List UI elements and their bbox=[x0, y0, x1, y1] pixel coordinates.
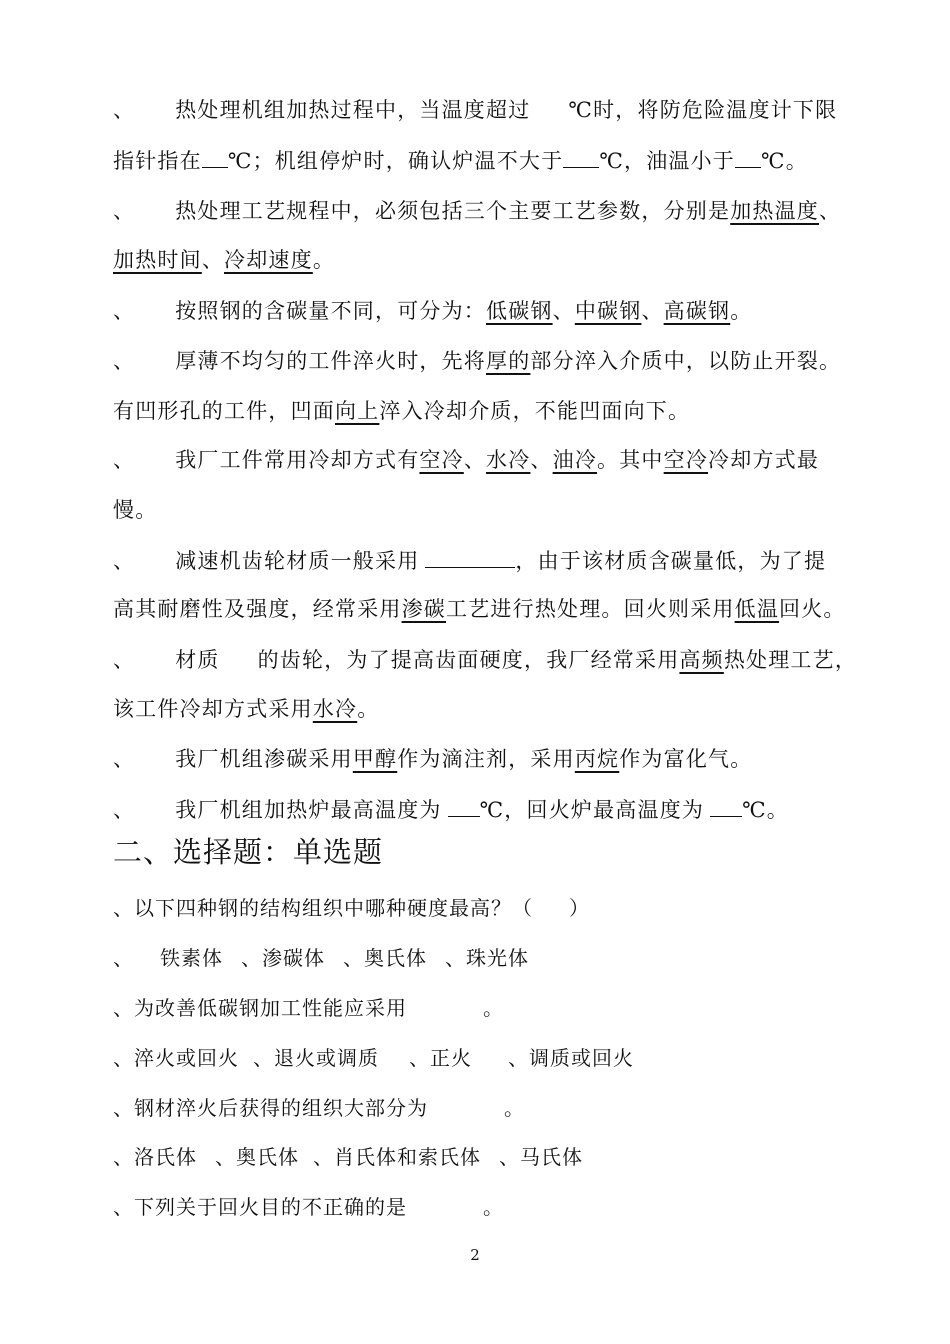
choice-question-4 bbox=[113, 1192, 504, 1222]
item-marker: 、 bbox=[113, 747, 136, 771]
answer-methanol: 甲醇 bbox=[352, 747, 398, 771]
fill-in-3-line-1 bbox=[113, 296, 752, 326]
option-marker: 、 bbox=[113, 946, 134, 970]
question-text: 。 bbox=[357, 697, 380, 721]
question-text: 指针指在 bbox=[113, 149, 202, 173]
fill-in-7-line-1 bbox=[113, 645, 857, 675]
answer-blank bbox=[448, 794, 480, 817]
answer-blank bbox=[710, 794, 742, 817]
choice-options-2 bbox=[113, 1043, 634, 1073]
option-quench-temper-or-temper: 、调质或回火 bbox=[508, 1046, 634, 1070]
answer-air-cooling: 空冷 bbox=[419, 448, 464, 472]
question-text: 、 bbox=[201, 248, 225, 272]
item-marker: 、 bbox=[113, 299, 136, 323]
question-text: ℃。 bbox=[761, 149, 808, 173]
question-text: ℃，回火炉最高温度为 bbox=[479, 798, 705, 822]
question-text: 热处理机组加热过程中，当温度超过 bbox=[175, 98, 531, 122]
option-normalize: 、正火 bbox=[409, 1046, 472, 1070]
option-shore-and-sorbite: 、肖氏体和索氏体 bbox=[313, 1145, 481, 1169]
fill-in-2-line-2 bbox=[113, 245, 335, 275]
question-text: 按照钢的含碳量不同，可分为： bbox=[175, 299, 487, 323]
answer-low-temperature: 低温 bbox=[734, 597, 780, 621]
question-text: 淬入冷却介质，不能凹面向下。 bbox=[379, 399, 691, 423]
answer-blank bbox=[202, 145, 228, 168]
answer-blank bbox=[425, 545, 515, 568]
question-text: 回火。 bbox=[779, 597, 846, 621]
question-text: ℃。 bbox=[742, 798, 790, 822]
question-text: 厚薄不均匀的工件淬火时，先将 bbox=[175, 349, 487, 373]
question-text: 、为改善低碳钢加工性能应采用 bbox=[113, 996, 407, 1020]
question-text: ） bbox=[569, 896, 590, 920]
question-text: 冷却方式最 bbox=[708, 448, 820, 472]
answer-low-carbon-steel: 低碳钢 bbox=[486, 299, 553, 323]
answer-thick-part: 厚的 bbox=[486, 349, 531, 373]
fill-in-8-line-1 bbox=[113, 744, 752, 774]
fill-in-2-line-1 bbox=[113, 196, 841, 226]
question-text: 材质 bbox=[175, 648, 220, 672]
question-text: 热处理工艺规程中，必须包括三个主要工艺参数，分别是 bbox=[175, 199, 731, 223]
item-marker: 、 bbox=[113, 798, 136, 822]
item-marker: 、 bbox=[113, 199, 136, 223]
question-text: 工艺进行热处理。回火则采用 bbox=[446, 597, 735, 621]
answer-slowest-cooling: 空冷 bbox=[663, 448, 709, 472]
question-text: 、下列关于回火目的不正确的是 bbox=[113, 1195, 407, 1219]
answer-water-cooling: 水冷 bbox=[312, 697, 358, 721]
option-pearlite: 、珠光体 bbox=[445, 946, 529, 970]
option-ferrite: 铁素体 bbox=[160, 946, 223, 970]
question-text: 、以下四种钢的结构组织中哪种硬度最高？（ bbox=[113, 896, 533, 920]
question-text: 热处理工艺， bbox=[723, 648, 858, 672]
option-troostite: 、洛氏体 bbox=[113, 1145, 197, 1169]
answer-heating-temperature: 加热温度 bbox=[730, 199, 820, 223]
fill-in-4-line-2 bbox=[113, 396, 690, 426]
question-text: 我厂工件常用冷却方式有 bbox=[175, 448, 420, 472]
question-text: 我厂机组渗碳采用 bbox=[175, 747, 353, 771]
question-text: ℃；机组停炉时，确认炉温不大于 bbox=[227, 149, 564, 173]
choice-options-1 bbox=[113, 943, 529, 973]
item-marker: 、 bbox=[113, 648, 136, 672]
answer-oil-cooling: 油冷 bbox=[552, 448, 598, 472]
option-anneal-or-quench-temper: 、退火或调质 bbox=[253, 1046, 379, 1070]
fill-in-9-line-1 bbox=[113, 794, 789, 825]
fill-in-7-line-2 bbox=[113, 694, 379, 724]
question-text: 作为富化气。 bbox=[619, 747, 753, 771]
option-martensite: 、马氏体 bbox=[499, 1145, 583, 1169]
question-text: ℃时，将防危险温度计下限 bbox=[568, 98, 838, 122]
answer-blank bbox=[563, 145, 599, 168]
option-austenite: 、奥氏体 bbox=[215, 1145, 299, 1169]
item-marker: 、 bbox=[113, 549, 136, 573]
item-marker: 、 bbox=[113, 98, 136, 122]
question-text: 部分淬入介质中，以防止开裂。 bbox=[530, 349, 842, 373]
fill-in-1-line-1 bbox=[113, 95, 837, 125]
section-heading: 二、选择题：单选题 bbox=[113, 835, 384, 869]
question-text: 、钢材淬火后获得的组织大部分为 bbox=[113, 1096, 428, 1120]
page-number: 2 bbox=[470, 1246, 480, 1264]
question-text: 。 bbox=[483, 1195, 504, 1219]
answer-high-carbon-steel: 高碳钢 bbox=[663, 299, 731, 323]
question-text: ℃，油温小于 bbox=[599, 149, 736, 173]
question-text: 、 bbox=[819, 199, 842, 223]
choice-question-3 bbox=[113, 1093, 525, 1123]
choice-question-2 bbox=[113, 993, 504, 1023]
question-text: 、 bbox=[552, 299, 575, 323]
fill-in-6-line-1 bbox=[113, 545, 826, 576]
answer-facing-up: 向上 bbox=[335, 399, 380, 423]
question-text: ，由于该材质含碳量低，为了提 bbox=[515, 549, 827, 573]
question-text: 。 bbox=[312, 248, 336, 272]
question-text: 。 bbox=[483, 996, 504, 1020]
answer-cooling-rate: 冷却速度 bbox=[224, 248, 313, 272]
fill-in-5-line-2 bbox=[113, 495, 157, 525]
answer-medium-carbon-steel: 中碳钢 bbox=[574, 299, 642, 323]
question-text: 高其耐磨性及强度，经常采用 bbox=[113, 597, 402, 621]
fill-in-5-line-1 bbox=[113, 445, 819, 475]
question-text: 、 bbox=[530, 448, 553, 472]
question-text: 、 bbox=[463, 448, 487, 472]
choice-question-1 bbox=[113, 893, 590, 923]
question-text: 的齿轮，为了提高齿面硬度，我厂经常采用 bbox=[257, 648, 680, 672]
answer-carburizing: 渗碳 bbox=[401, 597, 447, 621]
question-text: 慢。 bbox=[113, 498, 158, 522]
answer-propane: 丙烷 bbox=[574, 747, 620, 771]
item-marker: 、 bbox=[113, 448, 136, 472]
question-text: 。其中 bbox=[597, 448, 664, 472]
question-text: 有凹形孔的工件，凹面 bbox=[113, 399, 335, 423]
question-text: 我厂机组加热炉最高温度为 bbox=[175, 798, 442, 822]
answer-blank bbox=[735, 145, 761, 168]
fill-in-1-line-2 bbox=[113, 145, 808, 176]
answer-heating-time: 加热时间 bbox=[113, 248, 202, 272]
option-quench-or-temper: 、淬火或回火 bbox=[113, 1046, 239, 1070]
choice-options-3 bbox=[113, 1142, 583, 1172]
fill-in-6-line-2 bbox=[113, 594, 846, 624]
answer-high-frequency: 高频 bbox=[679, 648, 724, 672]
answer-water-cooling: 水冷 bbox=[486, 448, 531, 472]
question-text: 。 bbox=[730, 299, 753, 323]
question-text: 减速机齿轮材质一般采用 bbox=[175, 549, 420, 573]
question-text: 、 bbox=[641, 299, 664, 323]
option-austenite: 、奥氏体 bbox=[343, 946, 427, 970]
question-text: 。 bbox=[504, 1096, 525, 1120]
fill-in-4-line-1 bbox=[113, 346, 841, 376]
option-cementite: 、渗碳体 bbox=[241, 946, 325, 970]
item-marker: 、 bbox=[113, 349, 136, 373]
question-text: 作为滴注剂，采用 bbox=[397, 747, 575, 771]
question-text: 该工件冷却方式采用 bbox=[113, 697, 313, 721]
